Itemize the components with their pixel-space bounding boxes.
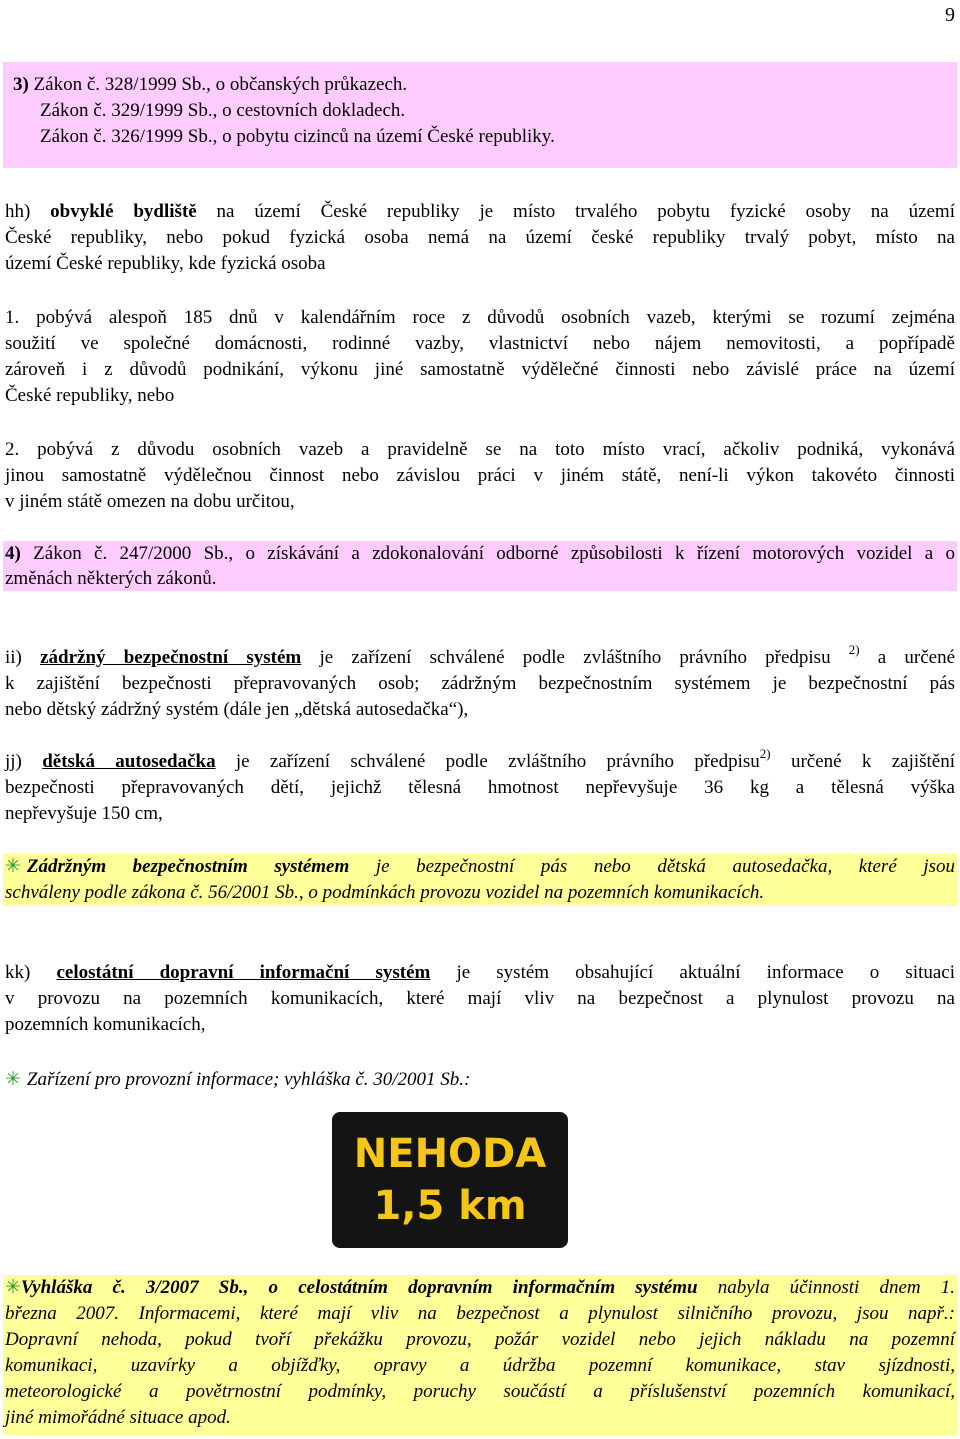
note3-line-2: března 2007. Informacemi, které mají vliv na bezpečnost a plynulost silničního provozu, jsou např.: [5,1303,955,1324]
term-obvykle-bydliste: obvyklé bydliště [50,201,197,222]
p1-line-1: 1. pobývá alespoň 185 dnů v kalendářním roce z důvodů osobních vazeb, kterými se rozumí zejména [5,307,955,328]
p1-line-2: soužití ve společné domácnosti, rodinné vazby, vlastnictví nebo nájem nemovitosti, a popřípadě [5,333,955,354]
kk-line-3: pozemních komunikacích, [5,1014,206,1035]
note3-line-4: komunikaci, uzavírky a objížďky, opravy a údržba pozemní komunikace, stav sjízdnosti, [5,1355,955,1376]
note1-line-2: schváleny podle zákona č. 56/2001 Sb., o podmínkách provozu vozidel na pozemních komunikacích. [5,882,765,903]
traffic-info-sign [332,1112,568,1248]
jj-line-2: bezpečnosti přepravovaných dětí, jejichž tělesná hmotnost nepřevyšuje 36 kg a tělesná výška [5,777,955,798]
law4-line-1: 4) Zákon č. 247/2000 Sb., o získávání a zdokonalování odborné způsobilosti k řízení motorových vozidel a o [5,543,956,564]
term-zadrzny-system: zádržný bezpečnostní systém [40,647,302,668]
sign-line-2: 1,5 km [373,1183,527,1229]
note3-line-6: jiné mimořádné situace apod. [5,1407,231,1428]
hh-line-2: České republiky, nebo pokud fyzická osoba nemá na území české republiky trvalý pobyt, místo na [5,227,955,248]
p1-line-4: České republiky, nebo [5,385,175,406]
term-detska-autosedacka: dětská autosedačka [42,751,216,772]
note2-line: ✳ Zařízení pro provozní informace; vyhláška č. 30/2001 Sb.: [5,1069,471,1090]
page-number: 9 [945,4,955,26]
sign-line-1: NEHODA [353,1131,547,1177]
note1-line-1: ✳ Zádržným bezpečnostním systémem je bezpečnostní pás nebo dětská autosedačka, které jsou [5,856,956,877]
law-line-2: Zákon č. 329/1999 Sb., o cestovních dokladech. [40,100,406,121]
law4-line-2: změnách některých zákonů. [5,568,217,589]
note3-line-5: meteorologické a povětrnostní podmínky, poruchy součástí a příslušenství pozemních komunikací, [5,1381,955,1402]
ii-line-1: ii) zádržný bezpečnostní systém je zařízení schválené podle zvláštního právního předpisu $^{2)}$ a určené [5,641,956,668]
note3-line-1: ✳Vyhláška č. 3/2007 Sb., o celostátním dopravním informačním systému nabyla účinnosti dnem 1. [5,1277,956,1298]
p2-line-2: jinou samostatně výdělečnou činnost nebo závislou práci v jiném státě, není-li výkon takovéto činnosti [5,465,955,486]
ii-line-3: nebo dětský zádržný systém (dále jen „dětská autosedačka“), [5,699,469,720]
p1-line-3: zároveň i z důvodů podnikání, výkonu jiné samostatně výdělečné činnosti nebo závislé práce na území [5,359,955,380]
section-number: 3) [13,74,29,95]
ii-line-2: k zajištění bezpečnosti přepravovaných osob; zádržným bezpečnostním systémem je bezpečnostní pás [5,673,955,694]
jj-line-1: jj) dětská autosedačka je zařízení schválené podle zvláštního právního předpisu$^{2)}$ určené k zajištění [5,745,956,772]
star-bullet-icon: ✳ [5,1069,21,1090]
jj-line-3: nepřevyšuje 150 cm, [5,803,163,824]
kk-line-2: v provozu na pozemních komunikacích, které mají vliv na bezpečnost a plynulost provozu na [5,988,955,1009]
p2-line-1: 2. pobývá z důvodu osobních vazeb a pravidelně se na toto místo vrací, ačkoliv podniká, vykonává [5,439,955,460]
hh-line-1: hh) obvyklé bydliště na území České republiky je místo trvalého pobytu fyzické osoby na území [5,201,955,222]
kk-line-1: kk) celostátní dopravní informační systém je systém obsahující aktuální informace o situaci [5,962,956,983]
note3-line-3: Dopravní nehoda, pokud tvoří překážku provozu, požár vozidel nebo jejich nákladu na pozemní [5,1329,955,1350]
star-bullet-icon: ✳ [5,1277,21,1298]
term-dopravni-informacni-system: celostátní dopravní informační systém [56,962,431,983]
hh-line-3: území České republiky, kde fyzická osoba [5,253,326,274]
law-line-3: Zákon č. 326/1999 Sb., o pobytu cizinců na území České republiky. [40,126,555,147]
p2-line-3: v jiném státě omezen na dobu určitou, [5,491,295,512]
law-reference-box-3 [3,62,957,168]
law-line-1: 3) Zákon č. 328/1999 Sb., o občanských průkazech. [13,74,408,95]
star-bullet-icon: ✳ [5,856,21,877]
